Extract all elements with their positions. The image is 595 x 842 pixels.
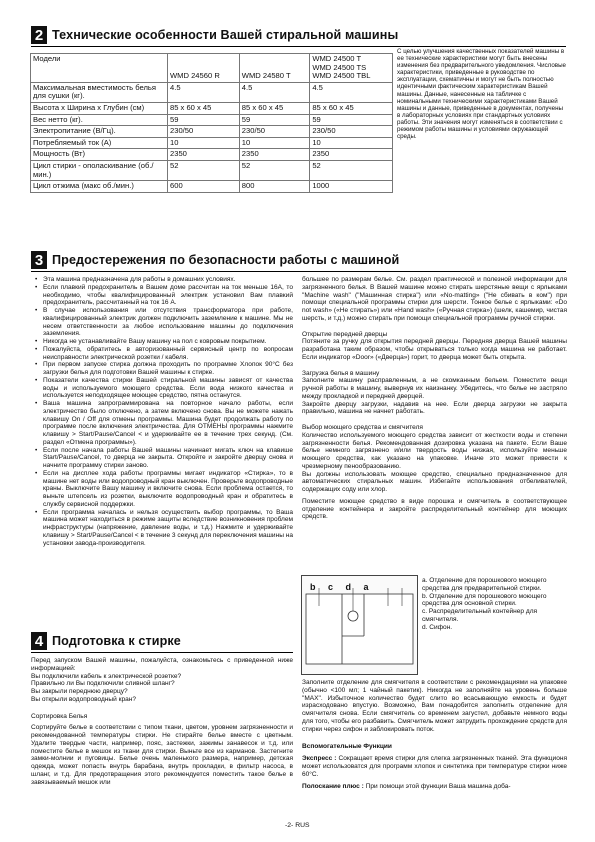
- section-title: Подготовка к стирке: [52, 634, 181, 648]
- list-item: • Ваша машина запрограммирована на повторное начало работы, если электричество было отключено, а затем включено снова. Вы не можете нажать клавишу On / Off для отмены программы. Машина будет продолжать работу по программе после включения электричества. Для ОТМЕНЫ программы нажмите клавишу > Start/Pause/Cancel < и удерживайте ее в течение трех секунд. (См. раздел «Отмена программы»).: [31, 400, 293, 447]
- legend-item: a. Отделение для порошкового моющего средства для предварительной стирки.: [422, 577, 547, 592]
- list-item: • Если на дисплее хода работы программы мигает индикатор «Стирка», то в машине нет воды или водопроводный кран выключен. Проверьте водопроводные краны. Выключите Вашу машину и включите снова. Если проблема остается, то выньте штепсель из розетки, выключите водопроводный кран и обратитесь в службу сервисной поддержки.: [31, 470, 293, 509]
- table-row: [31, 126, 393, 138]
- table-cell: 52: [310, 160, 393, 180]
- header-cell: WMD 24500 T WMD 24500 TS WMD 24500 TBL: [310, 54, 393, 83]
- question-line: Вы подключили кабель к электрической розетке?: [31, 672, 182, 680]
- table-cell: Электропитание (В/Гц).: [31, 126, 168, 138]
- question-line: Вы закрыли переднюю дверцу?: [31, 688, 128, 695]
- legend-item: b. Отделение для порошкового моющего средства для основной стирки.: [422, 592, 547, 608]
- table-cell: 59: [168, 114, 240, 126]
- table-cell: 1000: [310, 181, 393, 193]
- section-divider: [31, 271, 566, 272]
- table-cell: 600: [168, 181, 240, 193]
- table-cell: 10: [239, 137, 310, 149]
- section-divider: [31, 652, 293, 653]
- table-cell: Цикл стирки - ополаскивание (об./мин.): [31, 160, 168, 180]
- table-cell: 59: [239, 114, 310, 126]
- list-item: • При первом запуске стирка должна проходить по программе Хлопок 90°C без загрузки белья для подготовки Вашей машины к стирке.: [31, 361, 293, 377]
- table-row: [31, 181, 393, 193]
- list-item: • Никогда не устанавливайте Вашу машину на пол с ковровым покрытием.: [31, 338, 293, 346]
- paragraph: большее по размерам белье. См. раздел практической и полезной информации для загрязненного белья. В Вашей машине можно стирать шерстяные вещи с ярлыками "Machine wash" ("Машинная стирка") или «No-matting» ("Не сбивать в ком") при помощи специальной программы стирки для шерсти. Тонкое белье с ярлыками: «Do not wash» («Не стирать») или «Hand wash» («Ручная стирка») (шелк, кашемир, чистая шерсть, и т.д.) можно стирать при помощи специальной программы ручной стирки.: [302, 276, 567, 322]
- subheading: Сортировка Белья: [31, 712, 88, 720]
- subheading: Выбор моющего средства и смягчителя: [302, 424, 423, 431]
- table-cell: 4.5: [239, 82, 310, 102]
- table-cell: Максимальная вместимость белья для сушки (кг).: [31, 82, 168, 102]
- table-cell: 2350: [310, 149, 393, 161]
- section-4-header: [31, 632, 181, 650]
- table-cell: 2350: [168, 149, 240, 161]
- table-cell: 52: [168, 160, 240, 180]
- table-cell: 230/50: [239, 126, 310, 138]
- header-cell: WMD 24580 T: [239, 54, 310, 83]
- list-item: • Пожалуйста, обратитесь в авторизованный сервисный центр по вопросам неисправности электрической розетки / кабеля.: [31, 346, 293, 362]
- table-cell: 85 x 60 x 45: [239, 102, 310, 114]
- header-cell: Модели: [31, 54, 168, 83]
- table-cell: 10: [168, 137, 240, 149]
- table-row: [31, 82, 393, 102]
- paragraph: Поместите моющее средство в виде порошка и смягчитель в соответствующее отделение контейнера и закройте распределительный контейнер для моющих средств.: [302, 497, 567, 521]
- table-cell: Потребляемый ток (А): [31, 137, 168, 149]
- list-item: • Эта машина предназначена для работы в домашних условиях.: [31, 276, 293, 284]
- paragraph: Количество используемого моющего средства зависит от жесткости воды и степени загрязненности белья. Рекомендованная дозировка указана на пакете. Если Ваше белье немного загрязнено и/или твердость воды низкая, используйте меньше моющего средства, как указано на упаковке. Иначе это может привести к чрезмерному пенообразованию.: [302, 431, 567, 470]
- drawer-legend: [422, 577, 572, 631]
- table-cell: 59: [310, 114, 393, 126]
- table-cell: 230/50: [168, 126, 240, 138]
- paragraph: Вы должны использовать моющее средство, специально предназначенное для автоматических стиральных машин. Избегайте использования отбеливателей, содержащих соду или хлор.: [302, 470, 567, 493]
- table-cell: 4.5: [168, 82, 240, 102]
- function-text: Сокращает время стирки для слегка загрязненных тканей. Эта функционя может использоватся для программ хлопок и синтетика при температуре стирки ниже 60°С.: [302, 755, 568, 778]
- list-item: • В случае использования или отсутствия трансформатора при работе, квалифицированный электрик должен подключить заземление к машине. Мы не несем ответственности за любое использование машины до подключения заземления.: [31, 307, 293, 338]
- section-3-header: [31, 251, 399, 269]
- table-cell: 52: [239, 160, 310, 180]
- table-cell: 230/50: [310, 126, 393, 138]
- paragraph: [302, 783, 567, 791]
- subheading: Вспомогательные Функции: [302, 743, 392, 751]
- function-label: Полоскание плюс :: [302, 783, 364, 791]
- question-line: Вы открыли водопроводный кран?: [31, 695, 137, 703]
- table-cell: Высота x Ширина x Глубин (см): [31, 102, 168, 114]
- question-line: Правильно ли Вы подключили сливной шланг?: [31, 680, 175, 688]
- table-cell: 85 x 60 x 45: [310, 102, 393, 114]
- section-title: Предостережения по безопасности работы с машиной: [52, 253, 400, 267]
- table-cell: 10: [310, 137, 393, 149]
- list-item: • Если плавкий предохранитель в Вашем доме рассчитан на ток меньше 16А, то необходимо, чтобы квалифицированный электрик установил Вам плавкий предохранитель, рассчитанный на ток 16 А.: [31, 284, 293, 307]
- header-cell: WMD 24560 R: [168, 54, 240, 83]
- section-title: Технические особенности Вашей стиральной машины: [52, 28, 399, 42]
- drawer-compartment-labels: b c d a: [310, 582, 374, 592]
- function-label: Экспресс :: [302, 755, 337, 762]
- specs-table: [30, 53, 393, 193]
- list-item: • Если программа началась и нельзя осуществить выбор программы, то Ваша машина может находиться в режиме защиты вследствие возникновения проблем инфраструктуры (напряжение, давление воды, и т.д.) Нажмите и удерживайте клавишу > Start/Pause/Cancel < в течение 3 секунд для переключения машины на установки завода-производителя.: [31, 509, 293, 548]
- section-number: 4: [31, 632, 47, 650]
- paragraph: Закройте дверцу загрузки, надавив на нее. Если дверца загрузки не закрыта правильно, машина не начнет работать.: [302, 400, 567, 416]
- list-item: • Показатели качества стирки Вашей стиральной машины зависят от качества воды и используемого моющего средства. Если вода низкого качества и используется неподходящее моющее средство, пятна останутся.: [31, 377, 293, 400]
- subheading: Открытие передней дверцы: [302, 330, 388, 338]
- paragraph: [302, 755, 567, 778]
- table-row: [31, 102, 393, 114]
- page-number: -2- RUS: [285, 822, 310, 829]
- table-row: [31, 137, 393, 149]
- list-item: • Если после начала работы Вашей машины начинает мигать ключ на клавише Start/Pause/Cancel, то дверца не закрыта. Откройте и закройте дверцу снова и начните программу стирки заново.: [31, 447, 293, 470]
- sort-text: Сортируйте белье в соответствии с типом ткани, цветом, уровнем загрязненности и рекомендованной температуры стирки. Не стирайте белье вместе с цветным. Удалите твердые части, например, пояс, застежки, зажимы занавесок и т.д. или поместите белье в мешок из ткани для стирки. Выньте все из карманов. Застегните замки-молнии и пуговицы. Белье очень маленького размера, например, детская одежда, может попасть внутрь барабана, внутрь прокладки, в фильтр насоса, в шланг, и т.д. Для предотвращения этого рекомендуется поместить такое белье в завязываемый мешок или: [31, 724, 293, 786]
- table-cell: 800: [239, 181, 310, 193]
- table-cell: Цикл отжима (макс об./мин.): [31, 181, 168, 193]
- intro-text: Перед запуском Вашей машины, пожалуйста, ознакомьтесь с приведенной ниже информацией:: [31, 657, 293, 672]
- legend-item: c. Распределительный контейнер для смягчителя.: [422, 608, 538, 623]
- paragraph: Заполните отделение для смягчителя в соответствии с рекомендациями на упаковке (обычно <100 мл; 1 чайный пакетик). Никогда не заполняйте на уровень больше "MAX". Избыточное количество будет слито во всасывающую емкость и будет израсходовано впустую. Возможно, Вам понадобится заполнить отделение для смягчителя снова. Если смягчитель со временем загустел, добавьте немного воды для того, чтобы его разбавить. Смягчитель может затрудить прохождение средств для стирки через сифон и заблокировать поток.: [302, 679, 567, 733]
- subheading: Загрузка белья в машину: [302, 369, 380, 377]
- paragraph: Заполните машину расправленным, а не скомканным бельем. Поместите вещи ручной работы в машину, вывернув их наизнанку. Убедитесь, что белье не застряло между прокладкой и передней дверцей.: [302, 377, 567, 400]
- section-2-header: [31, 26, 398, 44]
- softener-column: [302, 679, 567, 795]
- table-row: [31, 149, 393, 161]
- table-cell: 2350: [239, 149, 310, 161]
- section-number: 2: [31, 26, 47, 44]
- table-row: [31, 114, 393, 126]
- legend-item: d. Сифон.: [422, 623, 453, 631]
- paragraph: Потяните за ручку для открытия передней дверцы. Передняя дверца Вашей машины разработана таким образом, чтобы открываться только когда машина не работает. Если индикатор «Door» («Дверца») горит, то дверца может быть открыта.: [302, 338, 567, 361]
- section-divider: [31, 46, 566, 47]
- section-number: 3: [31, 251, 47, 269]
- safety-bullets-column: [31, 276, 293, 547]
- function-text: При помощи этой функции Ваша машина доба-: [365, 783, 511, 791]
- table-row: [31, 160, 393, 180]
- usage-column: [302, 276, 567, 525]
- table-cell: 85 x 60 x 45: [168, 102, 240, 114]
- preparation-column: [31, 657, 293, 790]
- table-cell: 4.5: [310, 82, 393, 102]
- table-cell: Вес нетто (кг).: [31, 114, 168, 126]
- specs-disclaimer: С целью улучшения качественных показателей машины в ее технические характеристики могут быть внесены изменения без предварительного уведомления. Числовые характеристики, приведенные в руководстве по эксплуатации, схематичны и могут не быть полностью идентичными фактическим характеристикам Вашей машины. Данные, нанесенные на табличке с номинальными техническими характеристиками Вашей машины и данные, приведенные в документах, получены в лабораторных условиях при стандартных условиях работы. Эти значения могут изменяться в соответствии с режимом работы машины и условиями окружающей среды.: [397, 48, 566, 141]
- table-header-row: [31, 54, 393, 83]
- table-cell: Мощность (Вт): [31, 149, 168, 161]
